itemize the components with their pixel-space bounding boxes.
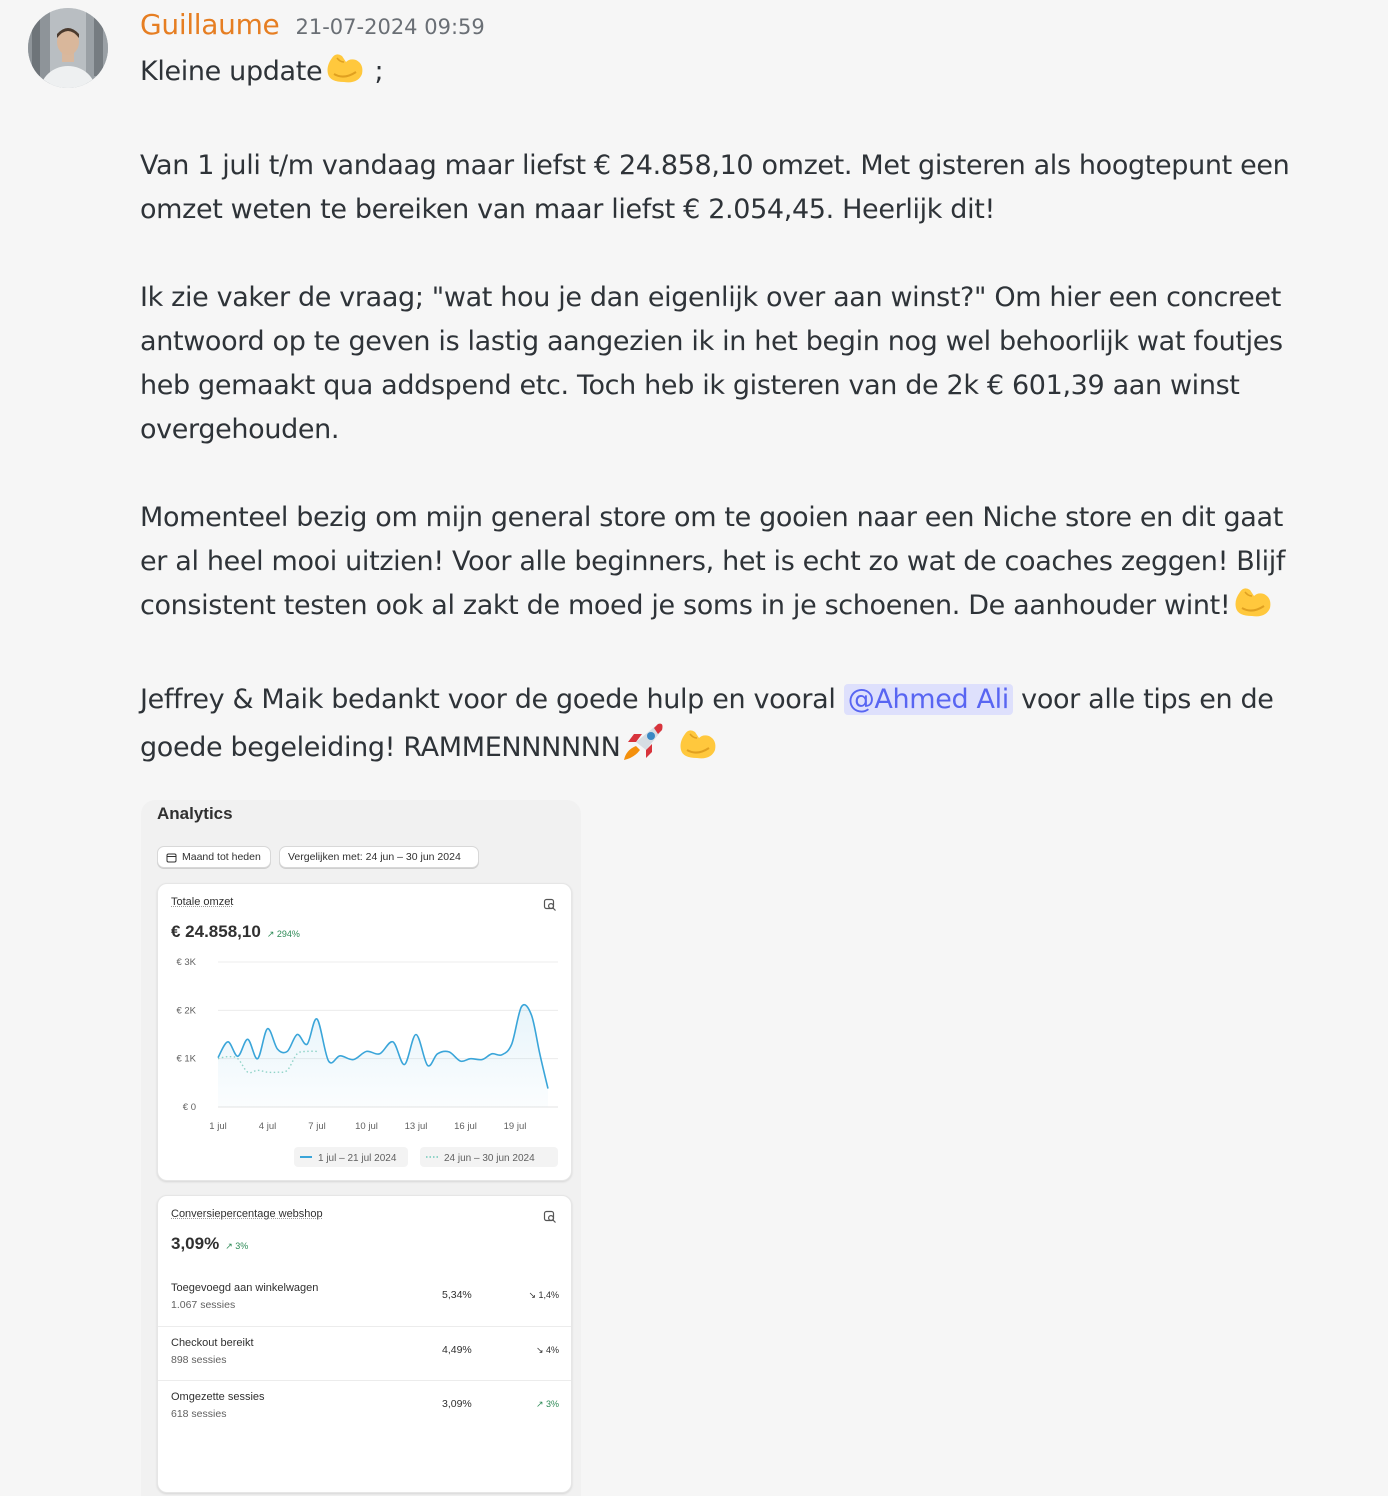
calendar-icon bbox=[166, 852, 177, 863]
funnel-row-sessions: 898 sessies bbox=[171, 1354, 227, 1366]
thanks-text-end: voor alle tips en de goede begeleiding! RAMMENNNNNN bbox=[140, 684, 1274, 763]
paragraph-niche-store bbox=[140, 496, 1300, 634]
revenue-card bbox=[157, 883, 572, 1181]
conversion-card bbox=[157, 1195, 572, 1493]
revenue-delta: ↗ 294% bbox=[266, 929, 300, 939]
flexed-biceps-icon bbox=[322, 52, 366, 100]
funnel-row-label: Toegevoegd aan winkelwagen bbox=[171, 1282, 319, 1294]
period-filter-label: Maand tot heden bbox=[182, 851, 261, 863]
conversion-delta: ↗ 3% bbox=[225, 1241, 249, 1251]
funnel-row-percentage: 4,49% bbox=[442, 1344, 472, 1356]
funnel-row-label: Omgezette sessies bbox=[171, 1391, 265, 1403]
series-area-fill bbox=[218, 1005, 548, 1107]
x-tick-label: 1 jul bbox=[209, 1121, 227, 1132]
user-mention[interactable]: @Ahmed Ali bbox=[844, 684, 1013, 715]
compare-filter-label: Vergelijken met: 24 jun – 30 jun 2024 bbox=[288, 851, 461, 863]
funnel-row bbox=[158, 1380, 571, 1435]
avatar-image bbox=[28, 8, 108, 88]
analytics-title: Analytics bbox=[157, 804, 233, 823]
message-line-1 bbox=[140, 50, 1300, 100]
funnel-row-delta: ↘ 4% bbox=[535, 1345, 559, 1355]
paragraph-revenue: Van 1 juli t/m vandaag maar liefst € 24.858,10 omzet. Met gisteren als hoogtepunt een omzet weten te bereiken van maar liefst € 2.054,45. Heerlijk dit! bbox=[140, 150, 1290, 225]
image-attachment[interactable] bbox=[141, 800, 581, 1496]
revenue-line-chart bbox=[158, 884, 571, 1180]
message-header bbox=[140, 8, 485, 48]
x-tick-label: 7 jul bbox=[308, 1121, 326, 1132]
thanks-text: Jeffrey & Maik bedankt voor de goede hulp en vooral bbox=[140, 684, 844, 715]
funnel-row-sessions: 618 sessies bbox=[171, 1408, 227, 1420]
conversion-rate: 3,09% bbox=[171, 1234, 220, 1253]
compare-filter-button[interactable] bbox=[279, 846, 479, 868]
paragraph-profit: Ik zie vaker de vraag; "wat hou je dan eigenlijk over aan winst?" Om hier een concreet antwoord op te geven is lastig aangezien ik in het begin nog wel behoorlijk wat foutjes heb gemaakt qua addspend etc. Toch heb ik gisteren van de 2k € 601,39 aan winst overgehouden. bbox=[140, 282, 1283, 445]
funnel-row-percentage: 5,34% bbox=[442, 1289, 472, 1301]
y-tick-label: € 1K bbox=[176, 1053, 196, 1065]
y-tick-label: € 2K bbox=[176, 1005, 196, 1017]
paragraph-niche-text: Momenteel bezig om mijn general store om te gooien naar een Niche store en dit gaat er al heel mooi uitzien! Voor alle beginners, het is echt zo wat de coaches zeggen! Blijf consistent testen ook al zakt de moed je soms in je schoenen. De aanhouder wint! bbox=[140, 502, 1286, 621]
legend-label-previous: 24 jun – 30 jun 2024 bbox=[444, 1153, 535, 1164]
period-filter-button[interactable] bbox=[157, 846, 271, 868]
x-tick-label: 19 jul bbox=[503, 1121, 527, 1132]
funnel-row-delta: ↘ 1,4% bbox=[528, 1290, 559, 1300]
funnel-row-percentage: 3,09% bbox=[442, 1398, 472, 1410]
flexed-biceps-icon bbox=[1230, 586, 1274, 634]
message-intro: Kleine update bbox=[140, 56, 323, 87]
revenue-label[interactable]: Totale omzet bbox=[171, 896, 234, 908]
conversion-value bbox=[171, 1234, 248, 1254]
timestamp: 21-07-2024 09:59 bbox=[295, 15, 485, 39]
funnel-row-sessions: 1.067 sessies bbox=[171, 1299, 236, 1311]
paragraph-thanks bbox=[140, 678, 1300, 776]
avatar[interactable] bbox=[28, 8, 108, 88]
message-intro-tail: ; bbox=[366, 56, 384, 87]
funnel-row bbox=[158, 1272, 571, 1326]
report-icon[interactable] bbox=[543, 1210, 557, 1224]
conversion-label[interactable]: Conversiepercentage webshop bbox=[171, 1208, 323, 1220]
legend-label-current: 1 jul – 21 jul 2024 bbox=[318, 1153, 397, 1164]
x-tick-label: 4 jul bbox=[258, 1121, 277, 1132]
username[interactable]: Guillaume bbox=[140, 8, 280, 41]
y-tick-label: € 0 bbox=[182, 1102, 196, 1113]
funnel-row-delta: ↗ 3% bbox=[535, 1399, 559, 1409]
x-tick-label: 10 jul bbox=[355, 1121, 378, 1132]
rocket-icon bbox=[620, 722, 666, 776]
revenue-amount: € 24.858,10 bbox=[171, 922, 261, 941]
chart-legend bbox=[294, 1147, 558, 1167]
funnel-row-label: Checkout bereikt bbox=[171, 1337, 254, 1349]
funnel-row bbox=[158, 1326, 571, 1381]
x-tick-label: 16 jul bbox=[454, 1121, 477, 1132]
message-content bbox=[140, 50, 1300, 776]
flexed-biceps-icon bbox=[675, 728, 719, 776]
x-tick-label: 13 jul bbox=[404, 1121, 428, 1132]
y-tick-label: € 3K bbox=[176, 957, 196, 968]
